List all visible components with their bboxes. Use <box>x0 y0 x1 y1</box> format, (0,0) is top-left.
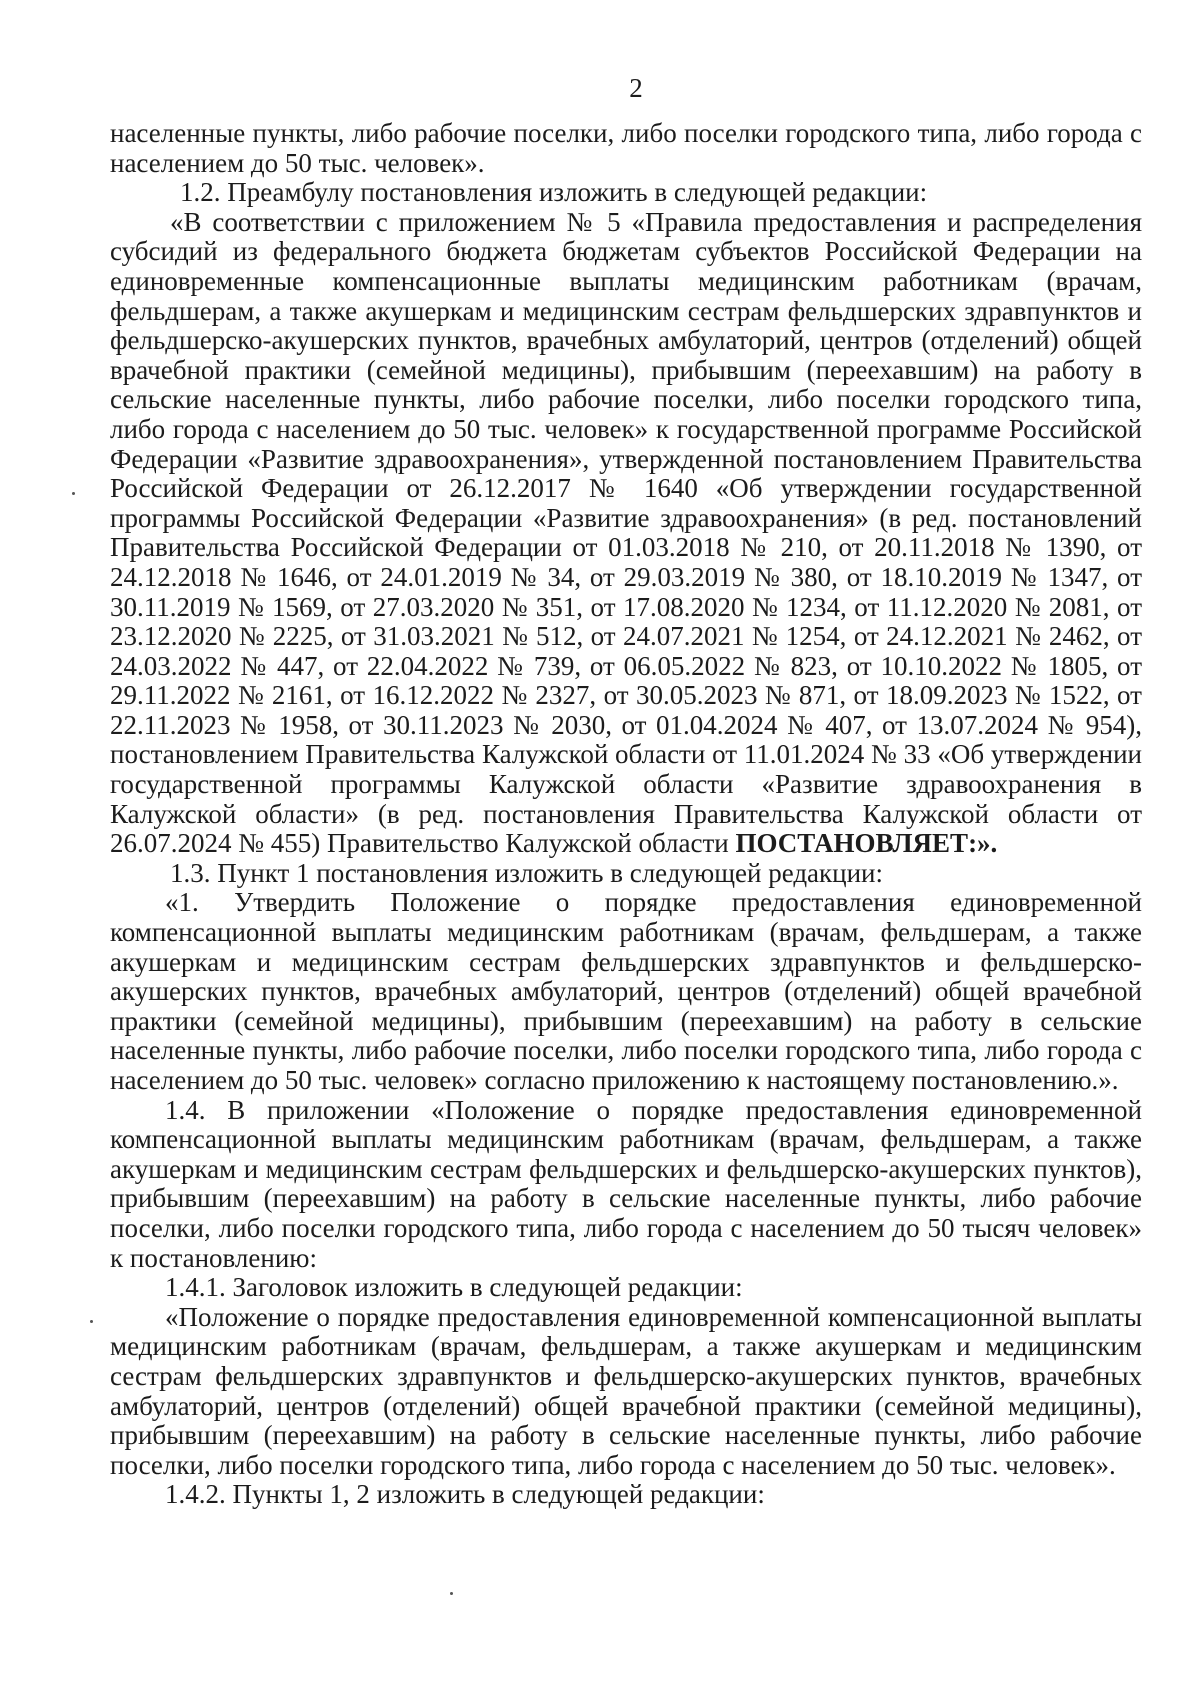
paragraph-1-4-2: 1.4.2. Пункты 1, 2 изложить в следующей редакции: <box>165 1479 765 1510</box>
paragraph-preamble <box>110 208 1142 859</box>
scan-speck <box>72 492 75 495</box>
paragraph-item-1: «1. Утвердить Положение о порядке предоставления единовременной компенсационной выплаты медицинским работникам (врачам, фельдшерам, а также акушеркам и медицинским сестрам фельдшерских здравпунктов и фельдшерско-акушерских пунктов, врачебных амбулаторий, центров (отделений) общей врачебной практики (семейной медицины), прибывшим (переехавшим) на работу в сельские населенные пункты, либо рабочие поселки, либо поселки городского типа, либо города с населением до 50 тыс. человек» согласно приложению к настоящему постановлению.». <box>110 887 1142 1095</box>
paragraph-1-4-1: 1.4.1. Заголовок изложить в следующей редакции: <box>165 1272 743 1303</box>
preamble-text: «В соответствии с приложением № 5 «Правила предоставления и распределения субсидий из федерального бюджета бюджетам субъектов Российской Федерации на единовременные компенсационные выплаты медицинским работникам (врачам, фельдшерам, а также акушеркам и медицинским сестрам фельдшерских здравпунктов и фельдшерско-акушерских пунктов, врачебных амбулаторий, центров (отделений) общей врачебной практики (семейной медицины), прибывшим (переехавшим) на работу в сельские населенные пункты, либо рабочие поселки, либо поселки городского типа, либо города с населением до 50 тыс. человек» к государственной программе Российской Федерации «Развитие здравоохранения», утвержденной постановлением Правительства Российской Федерации от 26.12.2017 № 1640 «Об утверждении государственной программы Российской Федерации «Развитие здравоохранения» (в ред. постановлений Правительства Российской Федерации от 01.03.2018 № 210, от 20.11.2018 № 1390, от 24.12.2018 № 1646, от 24.01.2019 № 34, от 29.03.2019 № 380, от 18.10.2019 № 1347, от 30.11.2019 № 1569, от 27.03.2020 № 351, от 17.08.2020 № 1234, от 11.12.2020 № 2081, от 23.12.2020 № 2225, от 31.03.2021 № 512, от 24.07.2021 № 1254, от 24.12.2021 № 2462, от 24.03.2022 № 447, от 22.04.2022 № 739, от 06.05.2022 № 823, от 10.10.2022 № 1805, от 29.11.2022 № 2161, от 16.12.2022 № 2327, от 30.05.2023 № 871, от 18.09.2023 № 1522, от 22.11.2023 № 1958, от 30.11.2023 № 2030, от 01.04.2024 № 407, от 13.07.2024 № 954), постановлением Правительства Калужской области от 11.01.2024 № 33 «Об утверждении государственной программы Калужской области «Развитие здравоохранения в Калужской области» (в ред. постановления Правительства Калужской области от 26.07.2024 № 455) Правительство Калужской области <box>110 206 1142 859</box>
scan-speck <box>450 1592 453 1595</box>
paragraph-continuation: населенные пункты, либо рабочие поселки, либо поселки городского типа, либо города с населением до 50 тыс. человек». <box>110 118 1142 178</box>
document-body <box>110 119 1142 1510</box>
paragraph-1-2: 1.2. Преамбулу постановления изложить в следующей редакции: <box>180 177 928 208</box>
preamble-resolves: ПОСТАНОВЛЯЕТ:». <box>735 828 998 859</box>
page-number: 2 <box>629 73 643 103</box>
scan-speck <box>90 1320 93 1323</box>
paragraph-1-3: 1.3. Пункт 1 постановления изложить в следующей редакции: <box>170 857 884 888</box>
paragraph-1-4: 1.4. В приложении «Положение о порядке предоставления единовременной компенсационной выплаты медицинским работникам (врачам, фельдшерам, а также акушеркам и медицинским сестрам фельдшерских и фельдшерско-акушерских пунктов), прибывшим (переехавшим) на работу в сельские населенные пункты, либо рабочие поселки, либо поселки городского типа, либо города с населением до 50 тысяч человек» к постановлению: <box>110 1094 1142 1273</box>
paragraph-title-new: «Положение о порядке предоставления единовременной компенсационной выплаты медицинским работникам (врачам, фельдшерам, а также акушеркам и медицинским сестрам фельдшерских здравпунктов и фельдшерско-акушерских пунктов, врачебных амбулаторий, центров (отделений) общей врачебной практики (семейной медицины), прибывшим (переехавшим) на работу в сельские населенные пункты, либо рабочие поселки, либо поселки городского типа, либо города с населением до 50 тыс. человек». <box>110 1301 1142 1480</box>
